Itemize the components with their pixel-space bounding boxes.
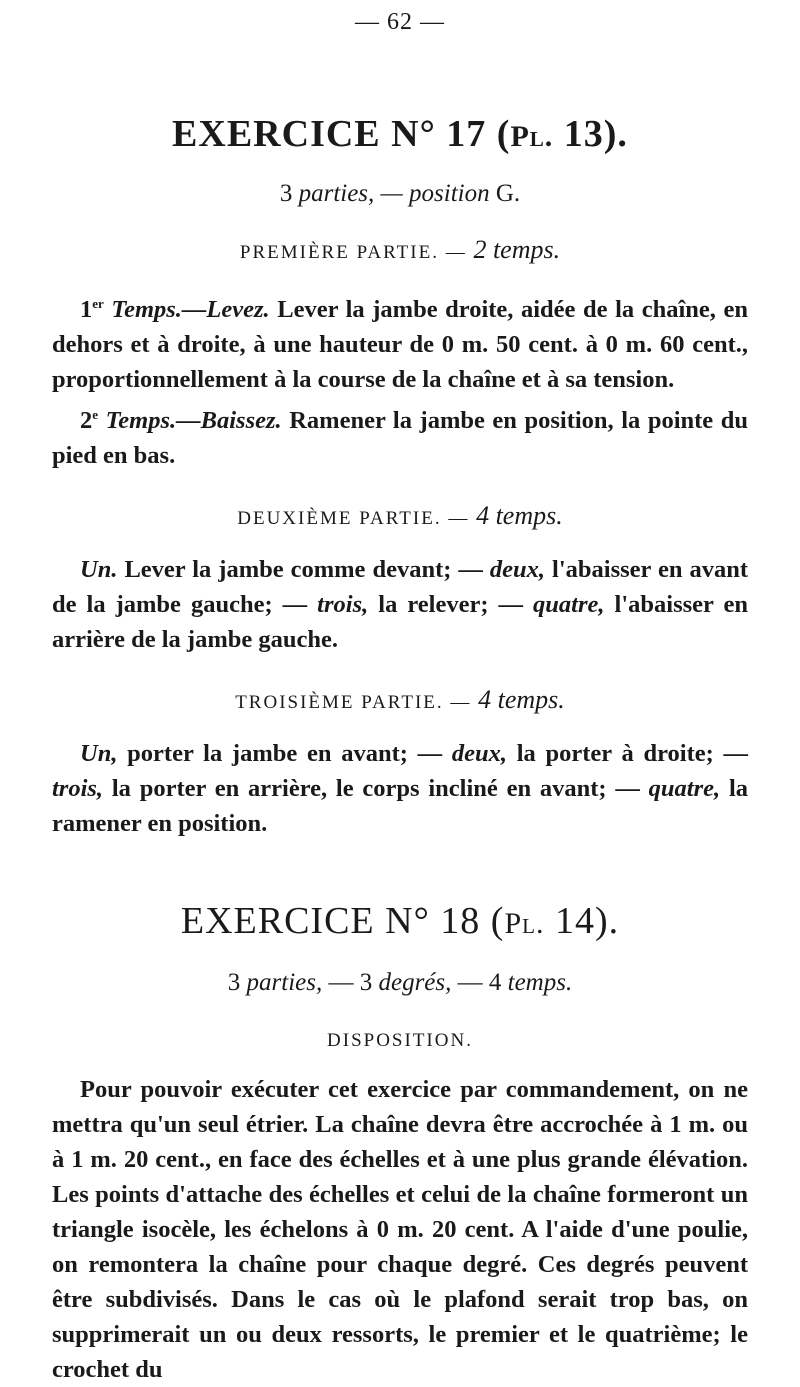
part-2-text-a: Lever la jambe comme devant; — <box>117 556 490 584</box>
part-3-label: TROISIÈME PARTIE. — <box>235 692 479 714</box>
subtitle-parts-number: 3 <box>227 969 247 997</box>
count-un: Un. <box>80 556 118 584</box>
subtitle-temps: temps. <box>507 969 573 997</box>
count-trois: trois, <box>52 775 104 803</box>
part-2-label: DEUXIÈME PARTIE. — <box>237 508 477 530</box>
exercise-17-title-end: 13). <box>553 113 628 155</box>
part-2-temps: 4 temps. <box>476 501 563 531</box>
subtitle-parties: parties, <box>246 969 323 997</box>
paragraph-part-3 <box>52 736 748 841</box>
part-2-text-c: la relever; — <box>368 591 534 619</box>
count-un: Un, <box>80 740 118 768</box>
count-trois: trois, <box>317 591 369 619</box>
temps-2-number: 2 <box>80 407 93 435</box>
part-1-temps: 2 temps. <box>473 235 561 264</box>
part-1-heading <box>52 235 748 268</box>
part-2-text-b: l'abaisser en avant de la jambe gauche; — <box>52 556 749 619</box>
exercise-17-title-pl: Pl. <box>510 120 554 153</box>
part-2-heading <box>52 501 748 534</box>
temps-1-text: Lever la jambe droite, aidée de la chaîne, en dehors et à droite, à une hauteur de 0 m. 50 cent. à 0 m. 60 cent., proportionnellement à la course de la chaîne et à sa tension. <box>52 296 748 394</box>
part-2-text-d: l'abaisser en arrière de la jambe gauche. <box>52 591 748 654</box>
temps-1-sup: er <box>92 296 104 311</box>
subtitle-number: 3 <box>279 180 299 207</box>
subtitle-temps-number: — 4 <box>451 969 508 997</box>
exercise-18-title-end: 14). <box>544 900 620 943</box>
part-3-text-c: la porter en arrière, le corps incliné en avant; — <box>103 775 649 803</box>
part-3-heading <box>52 685 748 718</box>
subtitle-position-letter: G. <box>489 180 521 207</box>
subtitle-parties: parties, — position <box>298 180 490 207</box>
exercise-17-title-main: EXERCICE N° 17 ( <box>172 113 511 155</box>
exercise-18-title-main: EXERCICE N° 18 ( <box>180 900 505 943</box>
exercise-17-title <box>52 112 748 159</box>
count-quatre: quatre, <box>533 591 605 619</box>
exercise-18-title <box>52 899 748 946</box>
exercise-17 <box>52 112 748 841</box>
exercise-18-subtitle <box>52 966 748 1000</box>
paragraph-temps-2 <box>52 397 748 473</box>
exercise-18 <box>52 899 748 1387</box>
subtitle-degres: degrés, <box>378 969 452 997</box>
temps-2-text: Ramener la jambe en position, la pointe du pied en bas. <box>52 407 748 470</box>
part-3-text-d: la ramener en position. <box>52 775 748 838</box>
temps-2-label: Temps.—Baissez. <box>98 407 282 435</box>
part-3-text-a: porter la jambe en avant; — <box>117 740 452 768</box>
exercise-18-title-pl: Pl. <box>504 907 545 941</box>
page-number: — 62 — <box>355 9 445 35</box>
part-1-label: PREMIÈRE PARTIE. — <box>239 242 474 263</box>
paragraph-part-2 <box>52 552 748 657</box>
count-deux: deux, <box>489 556 546 584</box>
subtitle-degres-number: — 3 <box>322 969 379 997</box>
paragraph-disposition: Pour pouvoir exécuter cet exercice par commandement, on ne mettra qu'un seul étrier. La chaîne devra être accrochée à 1 m. ou à 1 m. 20 cent., en face des échelles et à une plus grande élévation. Les points d'attache des échelles et celui de la chaîne formeront un triangle isocèle, les échelons à 0 m. 20 cent. A l'aide d'une poulie, on remontera la chaîne pour chaque degré. Ces degrés peuvent être subdivisés. Dans le cas où le plafond serait trop bas, on supprimerait un ou deux ressorts, le premier et le quatrième; le crochet du <box>52 1076 748 1384</box>
part-3-text-b: la porter à droite; — <box>507 740 748 768</box>
disposition-heading: DISPOSITION. <box>327 1030 473 1052</box>
temps-1-label: Temps.—Levez. <box>103 296 270 324</box>
paragraph-temps-1 <box>52 286 748 397</box>
temps-2-sup: e <box>92 407 99 423</box>
exercise-17-subtitle <box>52 177 748 211</box>
part-3-temps: 4 temps. <box>478 685 565 715</box>
count-deux: deux, <box>451 740 507 768</box>
temps-1-number: 1 <box>80 296 93 324</box>
count-quatre: quatre, <box>648 775 721 803</box>
